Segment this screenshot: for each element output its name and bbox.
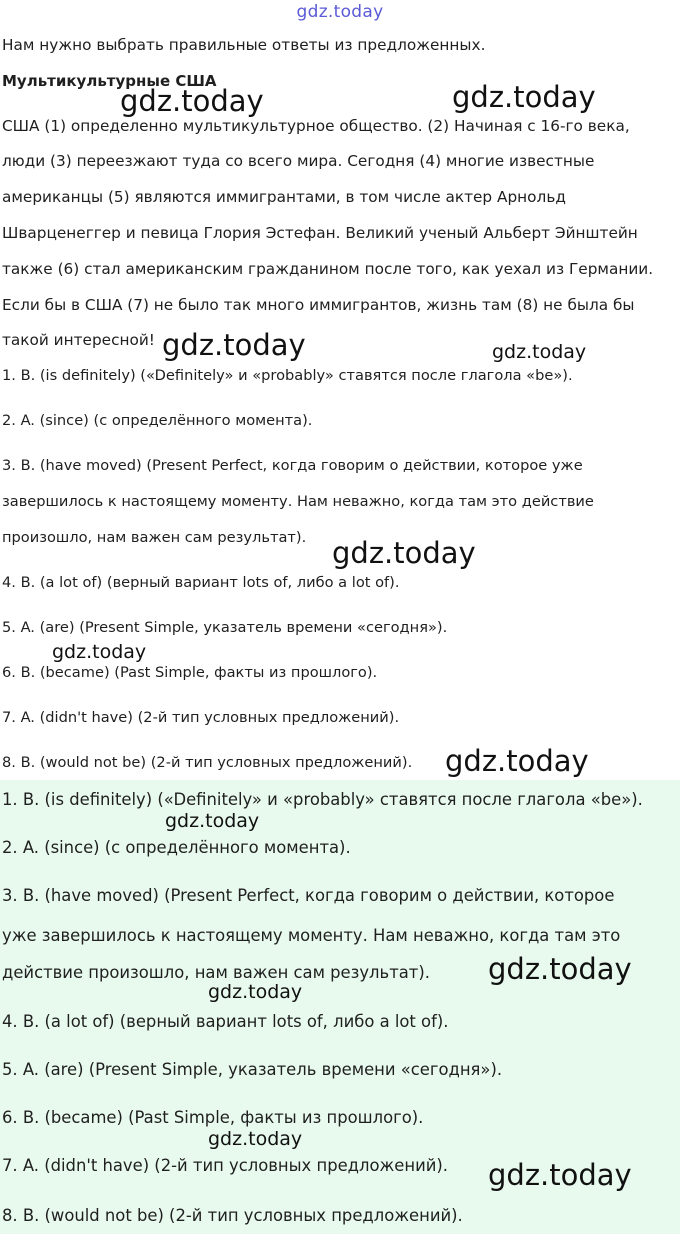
answer-line: 5. A. (are) (Present Simple, указатель времени «сегодня»). — [2, 619, 448, 636]
answer-line: произошло, нам важен сам результат). — [2, 529, 307, 546]
answer-line-highlighted: действие произошло, нам важен сам результат). — [2, 963, 430, 982]
watermark: gdz.today — [488, 952, 632, 986]
answer-line-highlighted: 4. B. (a lot of) (верный вариант lots of, либо a lot of). — [2, 1012, 449, 1031]
text-line: Шварценеггер и певица Глория Эстефан. Великий ученый Альберт Эйнштейн — [2, 224, 638, 242]
text-line: люди (3) переезжают туда со всего мира. Сегодня (4) многие известные — [2, 152, 595, 170]
answer-line: завершилось к настоящему моменту. Нам неважно, когда там это действие — [2, 493, 594, 510]
watermark: gdz.today — [165, 810, 260, 832]
answer-line-highlighted: 6. B. (became) (Past Simple, факты из прошлого). — [2, 1108, 424, 1127]
site-logo[interactable]: gdz.today — [296, 2, 384, 22]
answer-line: 1. B. (is definitely) («Definitely» и «probably» ставятся после глагола «be»). — [2, 367, 573, 384]
text-title: Мультикультурные США — [2, 72, 217, 90]
watermark: gdz.today — [445, 744, 589, 778]
answer-line: 2. A. (since) (с определённого момента). — [2, 412, 313, 429]
watermark: gdz.today — [162, 328, 306, 362]
watermark: gdz.today — [492, 341, 587, 363]
intro-text: Нам нужно выбрать правильные ответы из предложенных. — [2, 36, 486, 54]
text-line: США (1) определенно мультикультурное общество. (2) Начиная с 16-го века, — [2, 117, 630, 135]
watermark: gdz.today — [452, 80, 596, 114]
watermark: gdz.today — [488, 1158, 632, 1192]
answer-line-highlighted: 3. B. (have moved) (Present Perfect, когда говорим о действии, которое — [2, 886, 615, 905]
answer-line-highlighted: 8. B. (would not be) (2-й тип условных предложений). — [2, 1206, 463, 1225]
answer-line-highlighted: 2. A. (since) (с определённого момента). — [2, 838, 351, 857]
watermark: gdz.today — [120, 84, 264, 118]
answer-line: 8. B. (would not be) (2-й тип условных предложений). — [2, 754, 413, 771]
answer-line-highlighted: 1. B. (is definitely) («Definitely» и «probably» ставятся после глагола «be»). — [2, 790, 643, 809]
watermark: gdz.today — [332, 536, 476, 570]
watermark: gdz.today — [208, 1128, 303, 1150]
answer-line: 4. B. (a lot of) (верный вариант lots of, либо a lot of). — [2, 574, 400, 591]
text-line: американцы (5) являются иммигрантами, в том числе актер Арнольд — [2, 188, 566, 206]
answer-line-highlighted: 5. A. (are) (Present Simple, указатель времени «сегодня»). — [2, 1060, 503, 1079]
watermark: gdz.today — [208, 981, 303, 1003]
text-line: также (6) стал американским гражданином после того, как уехал из Германии. — [2, 260, 654, 278]
answer-line: 6. B. (became) (Past Simple, факты из прошлого). — [2, 664, 378, 681]
answer-line: 3. B. (have moved) (Present Perfect, когда говорим о действии, которое уже — [2, 457, 583, 474]
text-line: такой интересной! — [2, 331, 155, 349]
answer-line: 7. A. (didn't have) (2-й тип условных предложений). — [2, 709, 400, 726]
text-line: Если бы в США (7) не было так много иммигрантов, жизнь там (8) не была бы — [2, 296, 635, 314]
answer-line-highlighted: 7. A. (didn't have) (2-й тип условных предложений). — [2, 1156, 448, 1175]
watermark: gdz.today — [52, 641, 147, 663]
answer-line-highlighted: уже завершилось к настоящему моменту. Нам неважно, когда там это — [2, 926, 621, 945]
